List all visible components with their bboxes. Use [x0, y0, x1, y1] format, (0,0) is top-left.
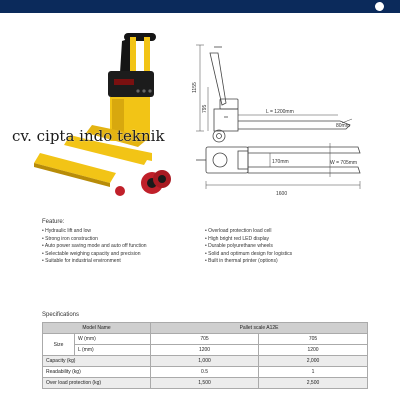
brand-logo [375, 2, 384, 11]
top-view-drawing [196, 143, 360, 189]
row-label: W (mm) [75, 334, 151, 345]
feature-item: • High bright red LED display [205, 236, 292, 244]
fork-gap-dimension-label: 170mm [272, 159, 289, 165]
table-row [43, 334, 368, 345]
table-row [43, 367, 368, 378]
feature-item: • Suitable for industrial environment [42, 258, 147, 266]
feature-item: • Durable polyurethane wheels [205, 243, 292, 251]
cell-value: 0.5 [151, 367, 259, 378]
table-header-row [43, 323, 368, 334]
overall-length-label: 1600 [276, 191, 288, 197]
features-left-list [42, 228, 147, 266]
row-label: L (mm) [75, 345, 151, 356]
row-label: Over load protection (kg) [43, 378, 151, 389]
header-bar [0, 0, 400, 13]
fork-height-dimension-label: 80mm [336, 123, 350, 129]
product-illustration [0, 13, 400, 213]
table-row [43, 356, 368, 367]
size-label: Size [43, 334, 75, 356]
cell-value: 1,500 [151, 378, 259, 389]
table-row [43, 345, 368, 356]
cell-value: 1200 [151, 345, 259, 356]
model-name-header: Model Name [43, 323, 151, 334]
pallet-truck-photo [34, 33, 171, 196]
watermark-text: cv. cipta indo teknik [12, 127, 165, 145]
features-right-list [205, 228, 292, 266]
feature-item: • Strong iron construction [42, 236, 147, 244]
side-view-drawing [196, 45, 352, 142]
table-row [43, 378, 368, 389]
feature-item: • Selectable weighing capacity and precision [42, 251, 147, 259]
cell-value: 705 [259, 334, 368, 345]
width-dimension-label: W = 705mm [330, 160, 358, 166]
height-dimension-label: 1155 [192, 82, 198, 93]
cell-value: 705 [151, 334, 259, 345]
feature-item: • Hydraulic lift and low [42, 228, 147, 236]
feature-item: • Overload protection load cell [205, 228, 292, 236]
feature-item: • Solid and optimum design for logistics [205, 251, 292, 259]
model-header: Pallet scale A12E [151, 323, 368, 334]
sub-height-dimension-label: 795 [202, 104, 208, 113]
cell-value: 1200 [259, 345, 368, 356]
row-label: Capacity (kg) [43, 356, 151, 367]
cell-value: 1 [259, 367, 368, 378]
feature-item: • Built in thermal printer (options) [205, 258, 292, 266]
length-dimension-label: L = 1200mm [266, 109, 294, 115]
cell-value: 2,500 [259, 378, 368, 389]
features-title: Feature: [42, 219, 65, 225]
cell-value: 1,000 [151, 356, 259, 367]
feature-item: • Auto power saving mode and auto off function [42, 243, 147, 251]
specifications-table [42, 322, 368, 389]
row-label: Readability (kg) [43, 367, 151, 378]
specifications-title: Specifications [42, 312, 80, 318]
cell-value: 2,000 [259, 356, 368, 367]
